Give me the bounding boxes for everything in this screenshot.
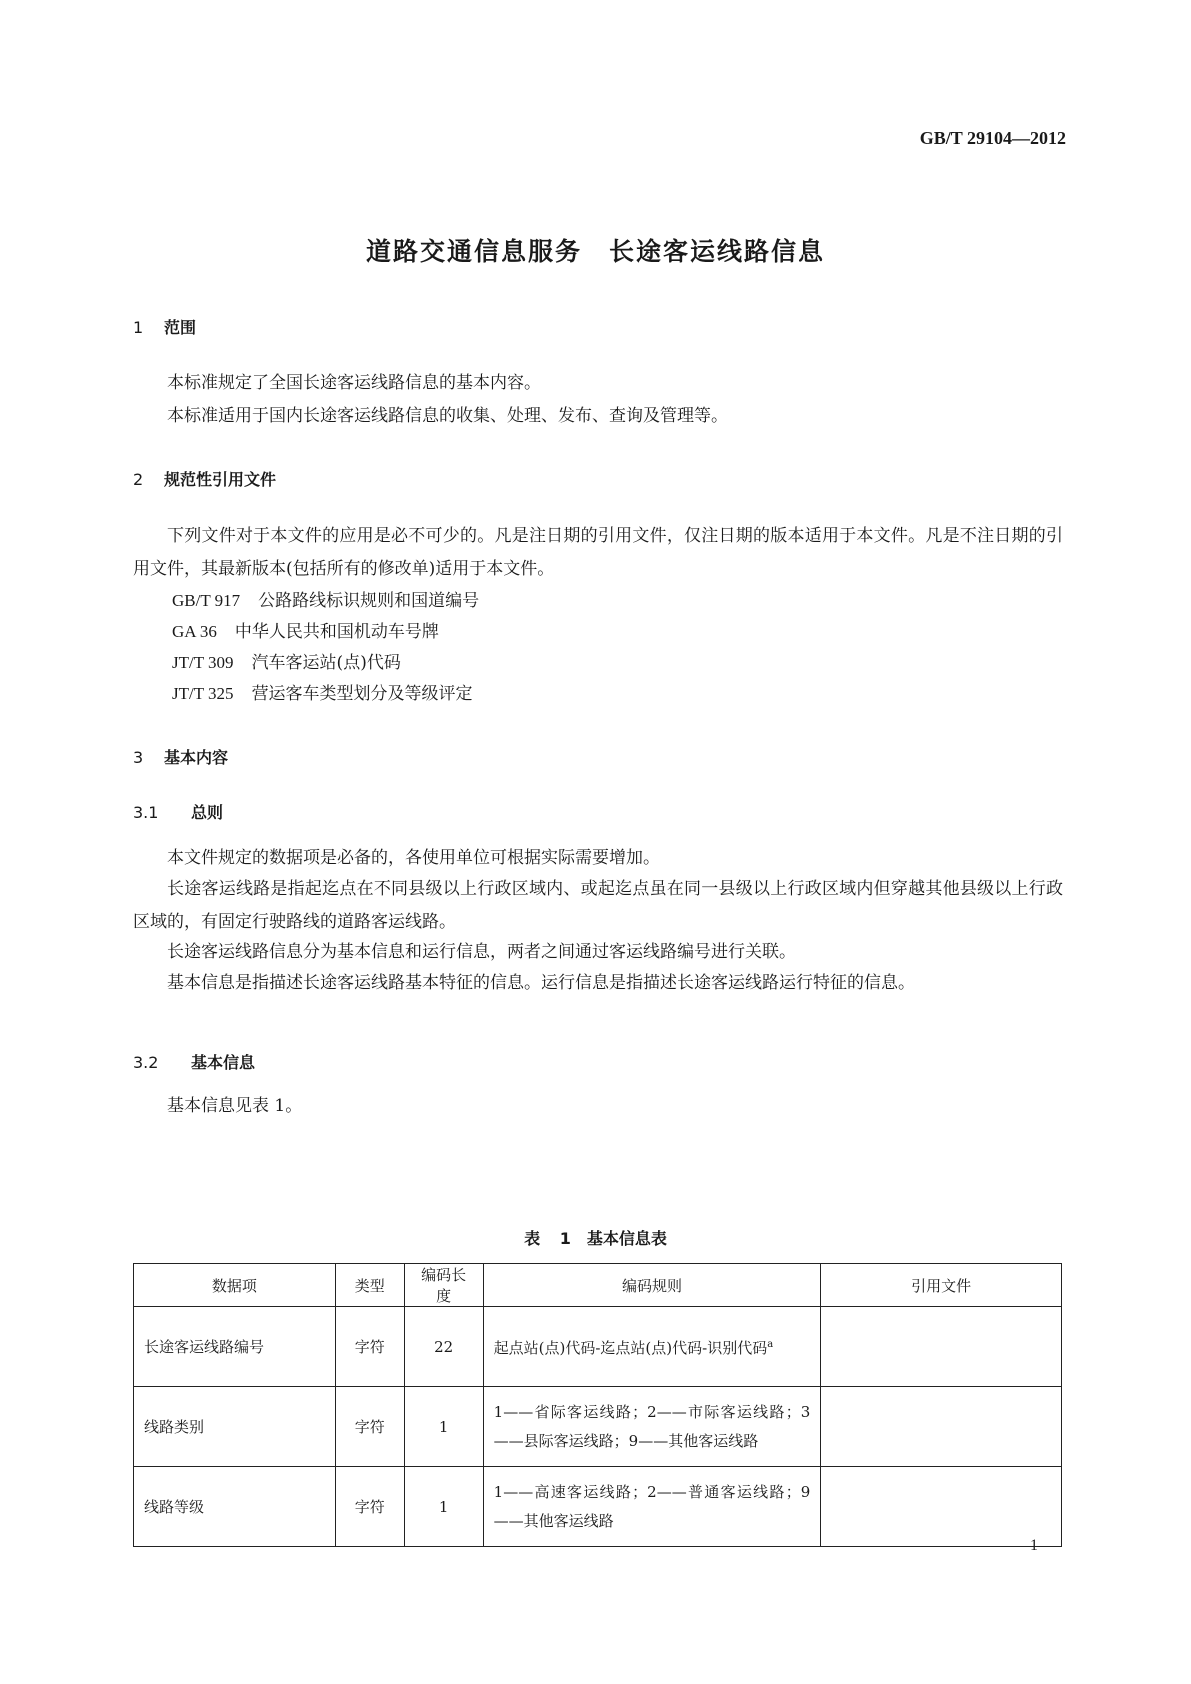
document-title: 道路交通信息服务 长途客运线路信息	[365, 237, 825, 266]
rule-cell: 1——省际客运线路；2——市际客运线路；3——县际客运线路；9——其他客运线路	[483, 1387, 821, 1467]
reference-item	[172, 677, 473, 711]
section-1-heading	[133, 315, 196, 338]
page-number: 1	[1030, 1537, 1038, 1554]
section-2-heading	[133, 467, 276, 490]
general-paragraph-4: 基本信息是指描述长途客运线路基本特征的信息。运行信息是指描述长途客运线路运行特征的信息。	[167, 973, 915, 993]
reference-cell	[821, 1307, 1062, 1387]
reference-item	[172, 615, 439, 649]
section-number: 1	[133, 318, 144, 337]
section-number: 3	[133, 748, 144, 767]
length-cell: 22	[404, 1307, 483, 1387]
type-cell: 字符	[335, 1307, 404, 1387]
reference-code: GA 36	[172, 622, 217, 641]
section-title: 总则	[191, 803, 224, 822]
column-header: 编码长度	[404, 1264, 483, 1307]
section-title: 基本信息	[191, 1053, 256, 1072]
table-caption: 表 1 基本信息表	[524, 1229, 667, 1248]
length-cell: 1	[404, 1387, 483, 1467]
reference-title: 公路路线标识规则和国道编号	[258, 591, 480, 611]
normative-references-intro: 下列文件对于本文件的应用是必不可少的。凡是注日期的引用文件，仅注日期的版本适用于本文件。凡是不注日期的引用文件，其最新版本(包括所有的修改单)适用于本文件。	[133, 526, 1063, 579]
section-number: 3.1	[133, 803, 159, 822]
rule-cell: 1——高速客运线路；2——普通客运线路；9——其他客运线路	[483, 1467, 821, 1547]
section-title: 范围	[164, 318, 197, 337]
reference-code: JT/T 325	[172, 684, 234, 703]
column-header: 类型	[335, 1264, 404, 1307]
section-3-1-heading	[133, 800, 223, 823]
rule-text: 起点站(点)代码-迄点站(点)代码-识别代码	[493, 1339, 768, 1357]
column-header: 数据项	[134, 1264, 336, 1307]
table-row	[134, 1307, 1062, 1387]
section-title: 规范性引用文件	[164, 470, 277, 489]
reference-cell	[821, 1467, 1062, 1547]
reference-code: GB/T 917	[172, 591, 241, 610]
data-item-cell: 线路等级	[134, 1467, 336, 1547]
basic-info-paragraph: 基本信息见表 1。	[167, 1096, 303, 1116]
reference-title: 营运客车类型划分及等级评定	[251, 684, 473, 704]
footnote-marker: a	[767, 1339, 774, 1350]
length-cell: 1	[404, 1467, 483, 1547]
reference-cell	[821, 1387, 1062, 1467]
section-number: 2	[133, 470, 144, 489]
table-row	[134, 1467, 1062, 1547]
reference-item	[172, 584, 479, 618]
column-header: 引用文件	[821, 1264, 1062, 1307]
table-row	[134, 1387, 1062, 1467]
rule-cell	[483, 1307, 821, 1387]
reference-item	[172, 646, 401, 680]
general-paragraph-3: 长途客运线路信息分为基本信息和运行信息，两者之间通过客运线路编号进行关联。	[167, 942, 796, 962]
general-paragraph-2: 长途客运线路是指起迄点在不同县级以上行政区域内、或起迄点虽在同一县级以上行政区域内但穿越其他县级以上行政区域的，有固定行驶路线的道路客运线路。	[133, 879, 1063, 932]
section-number: 3.2	[133, 1053, 159, 1072]
reference-title: 汽车客运站(点)代码	[251, 653, 401, 673]
type-cell: 字符	[335, 1467, 404, 1547]
reference-code: JT/T 309	[172, 653, 234, 672]
data-item-cell: 长途客运线路编号	[134, 1307, 336, 1387]
column-header: 编码规则	[483, 1264, 821, 1307]
scope-paragraph-2: 本标准适用于国内长途客运线路信息的收集、处理、发布、查询及管理等。	[167, 406, 728, 426]
scope-paragraph-1: 本标准规定了全国长途客运线路信息的基本内容。	[167, 373, 541, 393]
section-title: 基本内容	[164, 748, 229, 767]
data-item-cell: 线路类别	[134, 1387, 336, 1467]
general-paragraph-1: 本文件规定的数据项是必备的，各使用单位可根据实际需要增加。	[167, 848, 660, 868]
basic-info-table	[133, 1263, 1062, 1547]
table-header-row	[134, 1264, 1062, 1307]
section-3-2-heading	[133, 1050, 255, 1073]
standard-code: GB/T 29104—2012	[919, 128, 1066, 148]
reference-title: 中华人民共和国机动车号牌	[234, 622, 439, 642]
type-cell: 字符	[335, 1387, 404, 1467]
section-3-heading	[133, 745, 228, 768]
